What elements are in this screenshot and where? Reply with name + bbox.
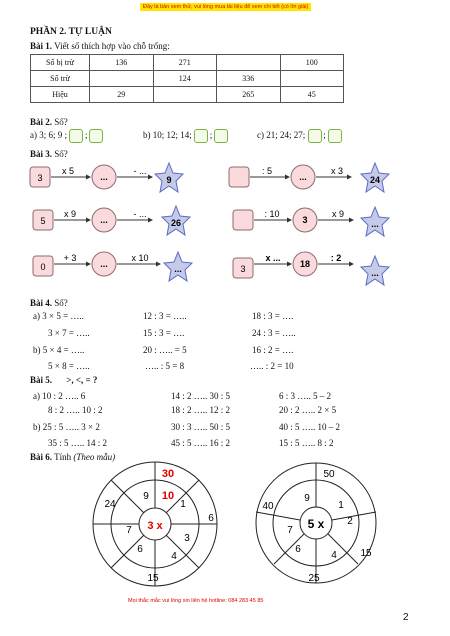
- result-value: ...: [371, 219, 379, 229]
- bai5-text: >, <, = ?: [66, 375, 98, 385]
- chain: [30, 163, 183, 192]
- page-number: 2: [403, 612, 409, 623]
- outer-value[interactable]: 50: [323, 469, 335, 480]
- chain: [33, 252, 192, 281]
- top-banner: Đây là bản xem thử, vui lòng mua tài liệu để xem chi tiết (có lời giải): [140, 3, 311, 11]
- bai3-label: Bài 3.: [30, 149, 53, 159]
- seq-a-text: a) 3; 6; 9 ;: [30, 130, 67, 141]
- bai4-item: b) 5 × 4 = …..: [33, 345, 85, 355]
- bai3-text: Số?: [54, 149, 68, 159]
- outer-value[interactable]: 25: [308, 573, 320, 584]
- result-value: ...: [371, 268, 379, 278]
- table-cell[interactable]: 45: [280, 87, 344, 103]
- multiplication-wheel-3: [90, 458, 220, 588]
- multiplication-wheel-5: [253, 460, 379, 586]
- bai4-item: 24 : 3 = …..: [252, 328, 296, 338]
- chain: [33, 206, 190, 235]
- bai6-note: (Theo mẫu): [73, 452, 116, 462]
- result-value: 24: [369, 175, 381, 185]
- operation-label: - ...: [133, 209, 147, 219]
- inner-value: 7: [126, 525, 132, 536]
- inner-value: 4: [171, 551, 177, 562]
- bai5-item: 45 : 5 ….. 16 : 2: [171, 438, 231, 448]
- chain: [233, 252, 389, 285]
- bai4-item: 15 : 3 = ….: [143, 328, 185, 338]
- bai5-item: 6 : 3 ….. 5 – 2: [279, 391, 332, 401]
- seq-c-text: c) 21; 24; 27;: [257, 130, 306, 141]
- row-header: Số trừ: [31, 71, 90, 87]
- start-box[interactable]: [229, 167, 249, 187]
- middle-value: 18: [299, 259, 311, 269]
- outer-value[interactable]: 15: [147, 573, 159, 584]
- table-cell[interactable]: 124: [153, 71, 217, 87]
- table-cell[interactable]: 265: [217, 87, 281, 103]
- inner-value: 9: [143, 491, 149, 502]
- operation-label: x ...: [265, 253, 281, 263]
- bai4-item: ….. : 5 = 8: [145, 361, 185, 371]
- outer-value[interactable]: 30: [161, 468, 175, 480]
- wheel-center: 5 x: [307, 517, 325, 531]
- start-box[interactable]: [233, 210, 253, 230]
- part-title: PHẦN 2. TỰ LUẬN: [30, 27, 112, 37]
- outer-value[interactable]: 40: [262, 501, 274, 512]
- operation-label: x 5: [61, 166, 75, 176]
- inner-value: 7: [287, 525, 293, 536]
- separator: ;: [323, 130, 326, 141]
- inner-value: 6: [137, 544, 143, 555]
- bai4-text: Số?: [54, 298, 68, 308]
- outer-value[interactable]: 15: [360, 548, 372, 559]
- operation-label: - ...: [133, 166, 147, 176]
- bai6-label: Bài 6.: [30, 452, 53, 462]
- inner-value: 2: [347, 516, 353, 527]
- start-value: 3: [37, 173, 43, 183]
- bai4-item: 3 × 7 = …..: [48, 328, 90, 338]
- operation-label: : 5: [261, 166, 273, 176]
- result-value: ...: [174, 264, 182, 274]
- chain: [233, 207, 389, 236]
- inner-value: 3: [184, 533, 190, 544]
- bai2-text: Số?: [54, 117, 68, 127]
- separator: ;: [209, 130, 213, 141]
- bai5-item: 20 : 2 ….. 2 × 5: [279, 405, 337, 415]
- bai5-heading: [30, 375, 97, 385]
- inner-value: 6: [295, 544, 301, 555]
- bai5-item: 30 : 3 ….. 50 : 5: [171, 422, 231, 432]
- bai4-heading: [30, 298, 68, 308]
- bai5-item: 14 : 2 ….. 30 : 5: [171, 391, 231, 401]
- bai5-item: b) 25 : 5 ….. 3 × 2: [33, 422, 100, 432]
- bai5-item: 15 : 5 ….. 8 : 2: [279, 438, 334, 448]
- inner-value: 6: [208, 513, 214, 524]
- operation-label: x 10: [131, 253, 149, 263]
- bai4-item: 5 × 8 = …..: [48, 361, 90, 371]
- row-header: Hiệu: [31, 87, 90, 103]
- outer-value[interactable]: 24: [104, 499, 116, 510]
- operation-label: x 9: [331, 209, 345, 219]
- start-value: 0: [40, 262, 46, 272]
- bai5-label: Bài 5.: [30, 375, 53, 385]
- table-cell[interactable]: 100: [280, 55, 344, 71]
- wheel-center: 3 x: [147, 520, 163, 532]
- inner-value: 1: [338, 500, 344, 511]
- table-cell[interactable]: 29: [90, 87, 154, 103]
- bai5-item: 18 : 2 ….. 12 : 2: [171, 405, 231, 415]
- operation-label: + 3: [63, 253, 77, 263]
- bai5-item: 8 : 2 ….. 10 : 2: [48, 405, 103, 415]
- result-value: 26: [170, 218, 182, 228]
- middle-value: 3: [302, 215, 308, 225]
- bai4-item: 16 : 2 = ….: [252, 345, 294, 355]
- separator: ;: [84, 130, 88, 141]
- table-cell[interactable]: 271: [153, 55, 217, 71]
- start-value: 5: [40, 216, 46, 226]
- footer-hotline: Mọi thắc mắc vui lòng xin liên hệ hotline: 084 283 45 85: [128, 598, 264, 604]
- result-value: 9: [166, 175, 172, 185]
- middle-value: ...: [299, 172, 307, 182]
- bai5-item: a) 10 : 2 ….. 6: [33, 391, 86, 401]
- inner-value: 10: [161, 490, 175, 502]
- bai5-item: 35 : 5 ….. 14 : 2: [48, 438, 108, 448]
- row-header: Số bị trừ: [31, 55, 90, 71]
- bai4-item: 20 : ….. = 5: [143, 345, 187, 355]
- table-cell[interactable]: 336: [217, 71, 281, 87]
- bai1-label: Bài 1.: [30, 41, 53, 51]
- start-value: 3: [240, 264, 246, 274]
- bai5-item: 40 : 5 ….. 10 – 2: [279, 422, 341, 432]
- chain: [229, 163, 389, 192]
- seq-b-text: b) 10; 12; 14;: [143, 130, 192, 141]
- bai3-diagram: [0, 0, 450, 300]
- middle-value: ...: [100, 259, 108, 269]
- bai2-label: Bài 2.: [30, 117, 53, 127]
- table-cell[interactable]: 136: [90, 55, 154, 71]
- operation-label: : 10: [264, 209, 280, 219]
- inner-value: 1: [180, 499, 186, 510]
- middle-value: ...: [100, 215, 108, 225]
- middle-value: ...: [100, 172, 108, 182]
- bai4-item: 18 : 3 = ….: [252, 311, 294, 321]
- bai4-item: 12 : 3 = …..: [143, 311, 187, 321]
- inner-value: 4: [331, 550, 337, 561]
- operation-label: x 9: [63, 209, 77, 219]
- operation-label: : 2: [330, 253, 342, 263]
- bai4-label: Bài 4.: [30, 298, 53, 308]
- inner-value: 9: [304, 493, 310, 504]
- operation-label: x 3: [330, 166, 344, 176]
- bai4-item: ….. : 2 = 10: [250, 361, 294, 371]
- bai6-text: Tính: [54, 452, 72, 462]
- bai1-text: Viết số thích hợp vào chỗ trống:: [54, 41, 170, 51]
- bai4-item: a) 3 × 5 = …..: [33, 311, 84, 321]
